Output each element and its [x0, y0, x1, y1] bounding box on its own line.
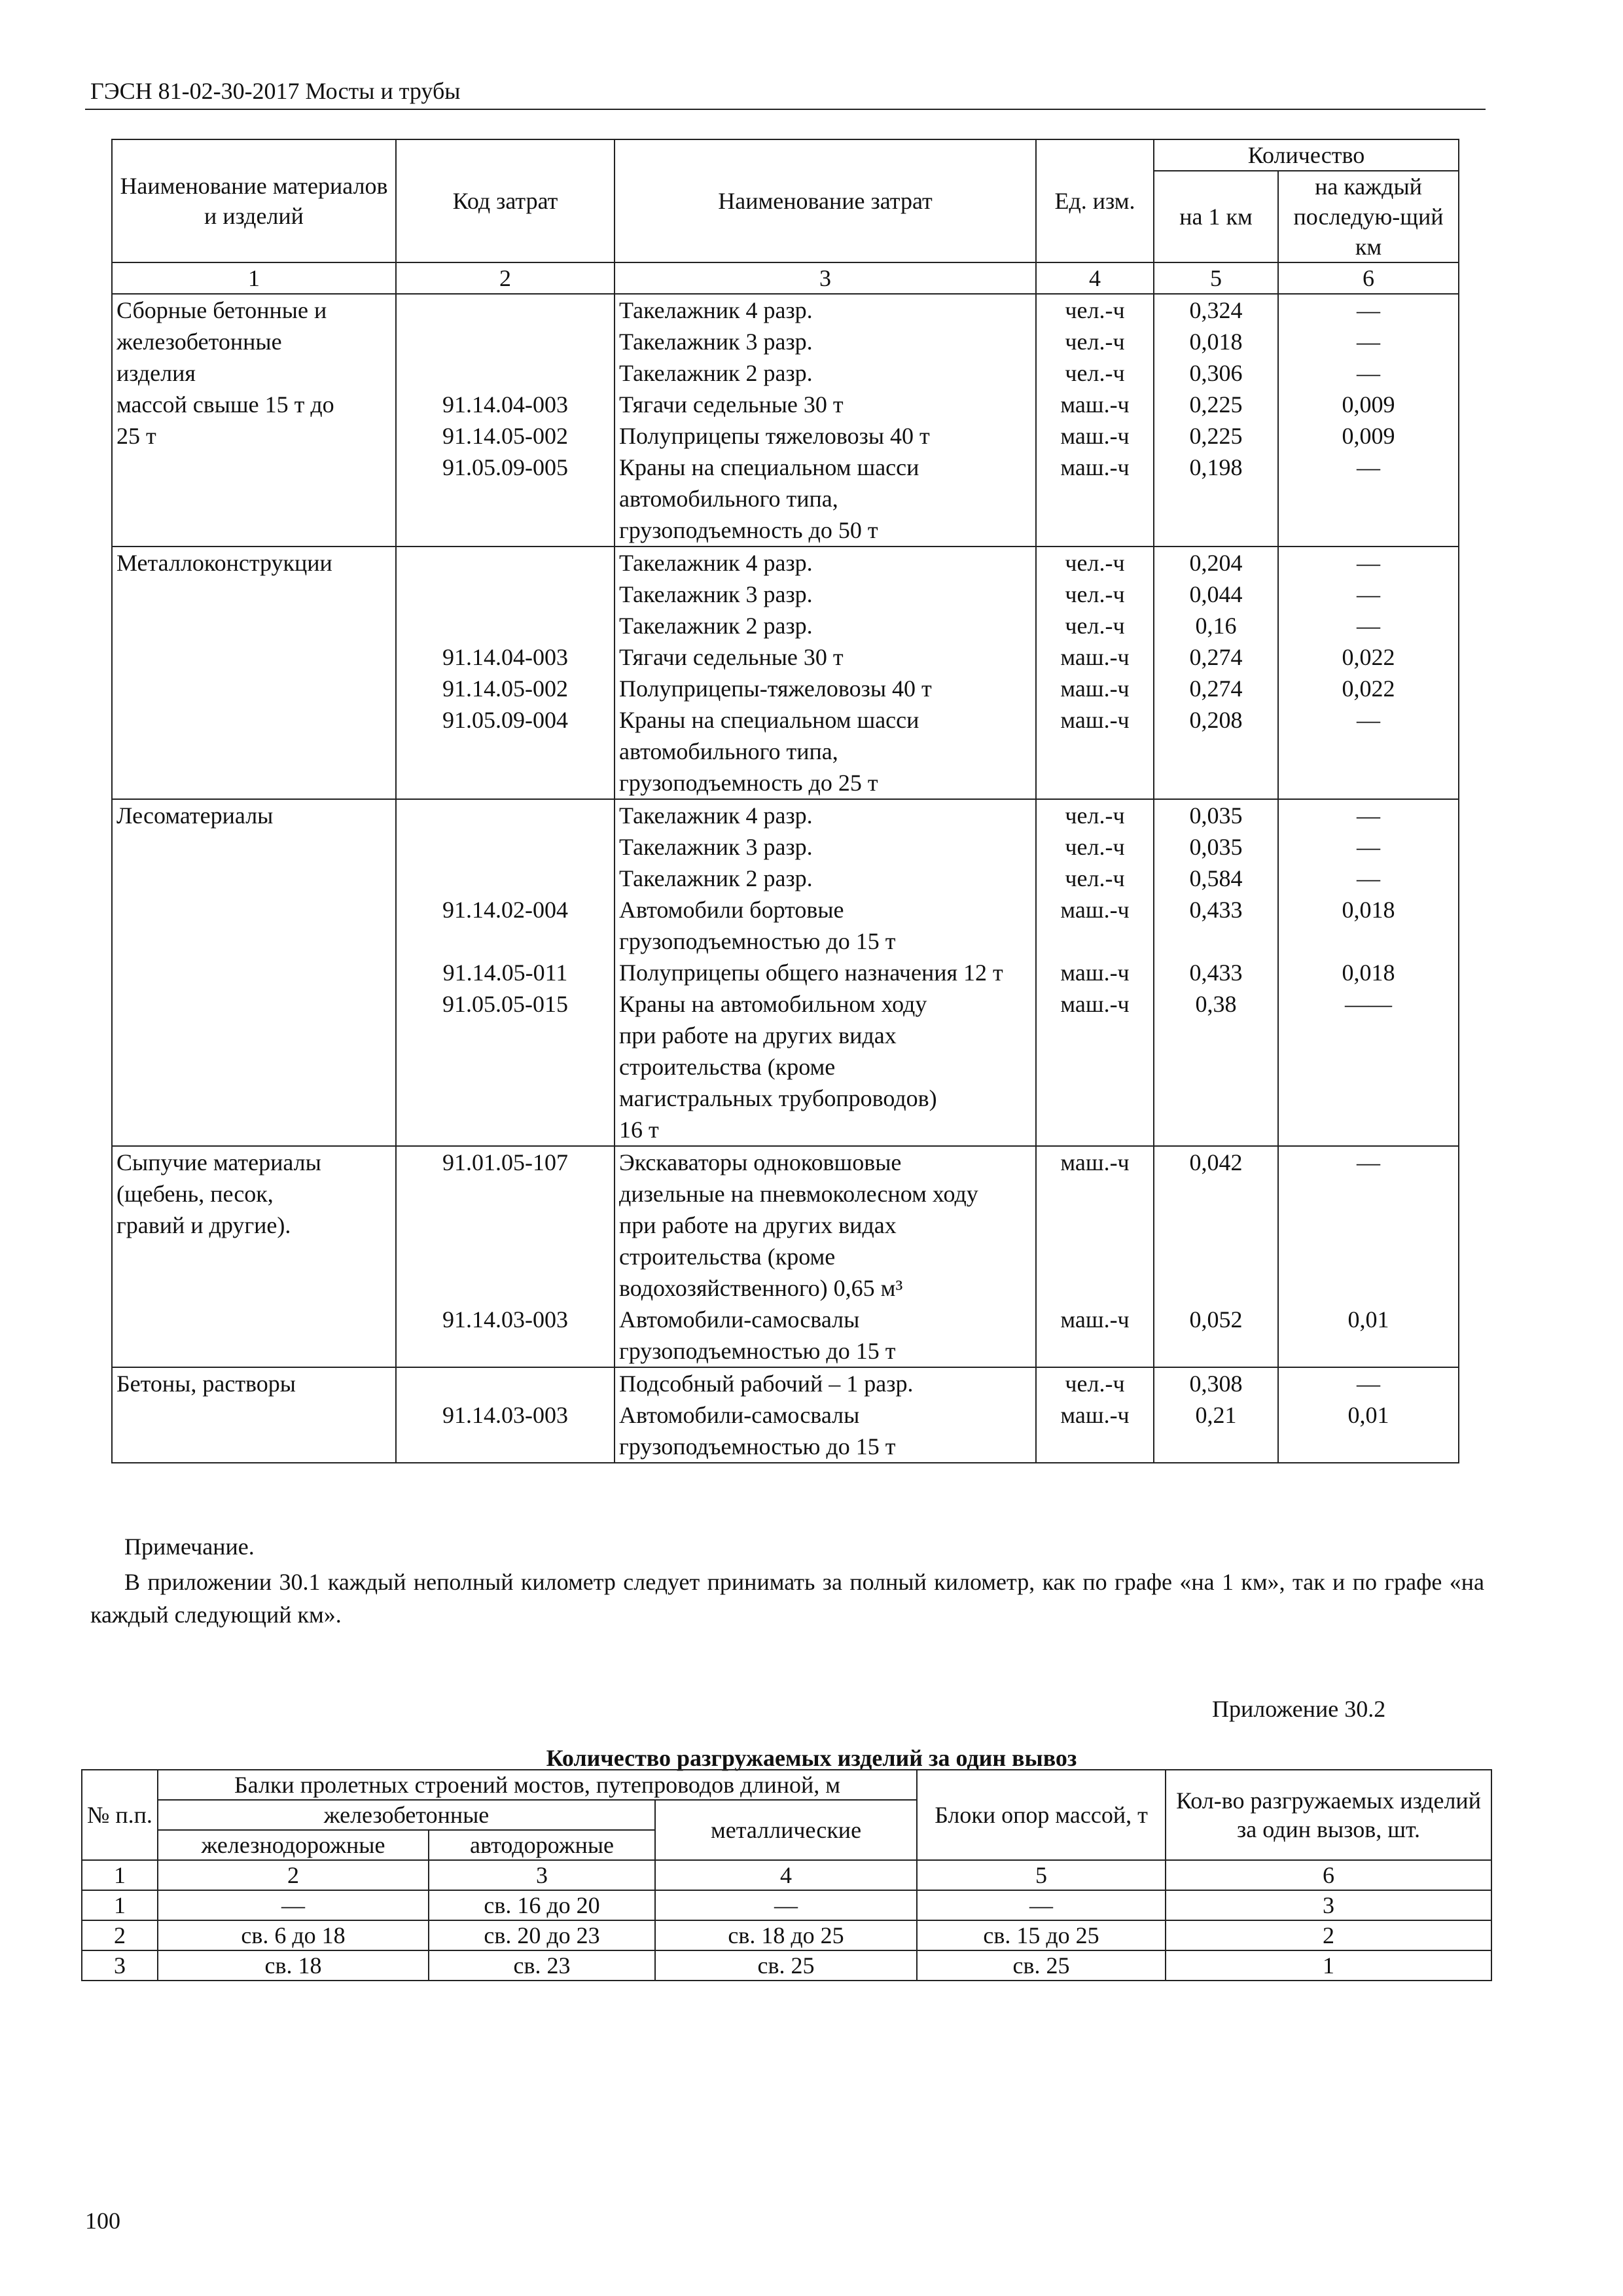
unload-count: 2 [1166, 1920, 1491, 1950]
column-number: 5 [917, 1860, 1166, 1890]
qty-next-km: — [1278, 452, 1459, 547]
qty-first-km: 0,584 [1154, 863, 1278, 894]
qty-first-km: 0,274 [1154, 673, 1278, 704]
unit: чел.-ч [1036, 799, 1154, 831]
header-metal: металлические [655, 1800, 917, 1860]
unit: маш.-ч [1036, 641, 1154, 673]
railway-length: св. 6 до 18 [158, 1920, 429, 1950]
qty-first-km: 0,274 [1154, 641, 1278, 673]
running-header: ГЭСН 81-02-30-2017 Мосты и трубы [90, 78, 461, 104]
cost-code: 91.14.03-003 [396, 1399, 615, 1463]
table-row [112, 547, 1459, 579]
column-number: 3 [615, 262, 1036, 294]
header-per-next-km: на каждый последую-щий км [1278, 171, 1459, 262]
material-name: Металлоконструкции [112, 547, 396, 799]
appendix-label: Приложение 30.2 [1212, 1696, 1386, 1722]
cost-code: 91.14.02-004 [396, 894, 615, 957]
qty-next-km: — [1278, 610, 1459, 641]
cost-name: Такелажник 2 разр. [615, 357, 1036, 389]
table-row [82, 1920, 1491, 1950]
header-per-first-km: на 1 км [1154, 171, 1278, 262]
cost-name: Тягачи седельные 30 т [615, 389, 1036, 420]
column-number: 5 [1154, 262, 1278, 294]
column-number: 6 [1166, 1860, 1491, 1890]
unit: чел.-ч [1036, 1367, 1154, 1399]
qty-next-km: — [1278, 1146, 1459, 1304]
header-materials: Наименование материалов и изделий [112, 139, 396, 262]
cost-code: 91.14.05-002 [396, 420, 615, 452]
cost-name: Экскаваторы одноковшовые дизельные на пневмоколесном ходу при работе на других видах строительства (кроме водохозяйственного) 0,65 м³ [615, 1146, 1036, 1304]
cost-name: Краны на автомобильном ходу при работе на других видах строительства (кроме магистральных трубопроводов) 16 т [615, 988, 1036, 1146]
cost-name: Краны на специальном шасси автомобильного типа, грузоподъемность до 25 т [615, 704, 1036, 799]
column-numbers-row [112, 262, 1459, 294]
cost-name: Такелажник 2 разр. [615, 610, 1036, 641]
table-row [112, 1146, 1459, 1304]
unit: чел.-ч [1036, 579, 1154, 610]
qty-first-km: 0,433 [1154, 957, 1278, 988]
unit: маш.-ч [1036, 957, 1154, 988]
metal-length: св. 25 [655, 1950, 917, 1981]
table-row [112, 294, 1459, 326]
qty-next-km: — [1278, 1367, 1459, 1399]
cost-name: Автомобили бортовые грузоподъемностью до 15 т [615, 894, 1036, 957]
header-unit: Ед. изм. [1036, 139, 1154, 262]
qty-first-km: 0,324 [1154, 294, 1278, 326]
qty-first-km: 0,16 [1154, 610, 1278, 641]
unit: чел.-ч [1036, 831, 1154, 863]
unit: чел.-ч [1036, 547, 1154, 579]
cost-code [396, 831, 615, 863]
page-number: 100 [85, 2208, 120, 2234]
unit: маш.-ч [1036, 1146, 1154, 1304]
transport-costs-table [111, 139, 1459, 1463]
cost-name: Такелажник 3 разр. [615, 326, 1036, 357]
header-unload-count: Кол-во разгружаемых изделий за один вызов, шт. [1166, 1770, 1491, 1860]
cost-code: 91.05.09-005 [396, 452, 615, 547]
block-mass: св. 15 до 25 [917, 1920, 1166, 1950]
road-length: св. 16 до 20 [429, 1890, 655, 1920]
qty-first-km: 0,225 [1154, 389, 1278, 420]
qty-next-km: 0,022 [1278, 673, 1459, 704]
table2-title: Количество разгружаемых изделий за один вывоз [546, 1745, 1077, 1771]
unloading-table [81, 1769, 1492, 1981]
cost-name: Такелажник 2 разр. [615, 863, 1036, 894]
material-name: Бетоны, растворы [112, 1367, 396, 1463]
cost-name: Тягачи седельные 30 т [615, 641, 1036, 673]
qty-first-km: 0,198 [1154, 452, 1278, 547]
railway-length: св. 18 [158, 1950, 429, 1981]
cost-name: Полуприцепы тяжеловозы 40 т [615, 420, 1036, 452]
cost-name: Такелажник 3 разр. [615, 579, 1036, 610]
cost-code [396, 294, 615, 326]
table-row [112, 1367, 1459, 1399]
column-number: 6 [1278, 262, 1459, 294]
road-length: св. 23 [429, 1950, 655, 1981]
header-cost-name: Наименование затрат [615, 139, 1036, 262]
qty-first-km: 0,308 [1154, 1367, 1278, 1399]
qty-next-km: — [1278, 831, 1459, 863]
cost-name: Автомобили-самосвалы грузоподъемностью до 15 т [615, 1399, 1036, 1463]
cost-code: 91.14.04-003 [396, 641, 615, 673]
column-number: 2 [396, 262, 615, 294]
cost-name: Краны на специальном шасси автомобильного типа, грузоподъемность до 50 т [615, 452, 1036, 547]
qty-first-km: 0,042 [1154, 1146, 1278, 1304]
note-title: Примечание. [124, 1534, 255, 1560]
cost-code: 91.01.05-107 [396, 1146, 615, 1304]
note-text: В приложении 30.1 каждый неполный километр следует принимать за полный километр, как по графе «на 1 км», так и по графе «на каждый следующий км». [90, 1569, 1484, 1628]
unload-count: 3 [1166, 1890, 1491, 1920]
header-reinforced-concrete: железобетонные [158, 1800, 655, 1830]
header-railway: железнодорожные [158, 1830, 429, 1860]
qty-first-km: 0,208 [1154, 704, 1278, 799]
cost-code [396, 357, 615, 389]
qty-next-km: — [1278, 294, 1459, 326]
qty-next-km: — [1278, 704, 1459, 799]
qty-next-km: 0,009 [1278, 389, 1459, 420]
table-row [112, 799, 1459, 831]
column-number: 4 [1036, 262, 1154, 294]
qty-next-km: 0,018 [1278, 894, 1459, 957]
qty-first-km: 0,204 [1154, 547, 1278, 579]
unit: чел.-ч [1036, 610, 1154, 641]
qty-next-km: 0,01 [1278, 1304, 1459, 1367]
unit: маш.-ч [1036, 1399, 1154, 1463]
unit: маш.-ч [1036, 452, 1154, 547]
cost-code: 91.14.03-003 [396, 1304, 615, 1367]
unit: маш.-ч [1036, 704, 1154, 799]
qty-first-km: 0,052 [1154, 1304, 1278, 1367]
unit: маш.-ч [1036, 420, 1154, 452]
unit: чел.-ч [1036, 357, 1154, 389]
material-name: Лесоматериалы [112, 799, 396, 1146]
qty-next-km: —— [1278, 988, 1459, 1146]
qty-first-km: 0,21 [1154, 1399, 1278, 1463]
unit: чел.-ч [1036, 326, 1154, 357]
header-row-number: № п.п. [82, 1770, 158, 1860]
table-row [82, 1890, 1491, 1920]
qty-first-km: 0,035 [1154, 831, 1278, 863]
row-number: 2 [82, 1920, 158, 1950]
qty-first-km: 0,225 [1154, 420, 1278, 452]
cost-name: Полуприцепы общего назначения 12 т [615, 957, 1036, 988]
qty-first-km: 0,035 [1154, 799, 1278, 831]
qty-first-km: 0,306 [1154, 357, 1278, 389]
cost-code [396, 1367, 615, 1399]
qty-next-km: — [1278, 799, 1459, 831]
row-number: 3 [82, 1950, 158, 1981]
cost-code [396, 863, 615, 894]
qty-next-km: — [1278, 357, 1459, 389]
header-beams: Балки пролетных строений мостов, путепроводов длиной, м [158, 1770, 917, 1800]
unit: чел.-ч [1036, 294, 1154, 326]
qty-next-km: — [1278, 547, 1459, 579]
cost-name: Подсобный рабочий – 1 разр. [615, 1367, 1036, 1399]
cost-code: 91.14.05-011 [396, 957, 615, 988]
railway-length: — [158, 1890, 429, 1920]
qty-first-km: 0,433 [1154, 894, 1278, 957]
qty-next-km: — [1278, 863, 1459, 894]
qty-next-km: 0,022 [1278, 641, 1459, 673]
unit: маш.-ч [1036, 894, 1154, 957]
cost-code [396, 799, 615, 831]
unit: маш.-ч [1036, 1304, 1154, 1367]
unit: маш.-ч [1036, 988, 1154, 1146]
qty-first-km: 0,044 [1154, 579, 1278, 610]
cost-name: Такелажник 3 разр. [615, 831, 1036, 863]
cost-code [396, 547, 615, 579]
header-road: автодорожные [429, 1830, 655, 1860]
unit: маш.-ч [1036, 673, 1154, 704]
cost-code: 91.05.09-004 [396, 704, 615, 799]
column-number: 4 [655, 1860, 917, 1890]
cost-name: Такелажник 4 разр. [615, 547, 1036, 579]
cost-code: 91.14.05-002 [396, 673, 615, 704]
row-number: 1 [82, 1890, 158, 1920]
column-number: 1 [82, 1860, 158, 1890]
header-quantity: Количество [1154, 139, 1459, 171]
qty-next-km: 0,018 [1278, 957, 1459, 988]
header-cost-code: Код затрат [396, 139, 615, 262]
unit: маш.-ч [1036, 389, 1154, 420]
cost-code: 91.05.05-015 [396, 988, 615, 1146]
block-mass: св. 25 [917, 1950, 1166, 1981]
cost-code [396, 326, 615, 357]
material-name: Сборные бетонные и железобетонные изделия массой свыше 15 т до 25 т [112, 294, 396, 547]
cost-code [396, 610, 615, 641]
cost-name: Такелажник 4 разр. [615, 799, 1036, 831]
qty-next-km: 0,009 [1278, 420, 1459, 452]
column-number: 3 [429, 1860, 655, 1890]
road-length: св. 20 до 23 [429, 1920, 655, 1950]
qty-next-km: — [1278, 326, 1459, 357]
material-name: Сыпучие материалы (щебень, песок, гравий и другие). [112, 1146, 396, 1367]
table-row [82, 1950, 1491, 1981]
qty-first-km: 0,38 [1154, 988, 1278, 1146]
column-number: 1 [112, 262, 396, 294]
header-divider [85, 109, 1486, 110]
qty-next-km: 0,01 [1278, 1399, 1459, 1463]
header-blocks: Блоки опор массой, т [917, 1770, 1166, 1860]
column-numbers-row [82, 1860, 1491, 1890]
cost-code [396, 579, 615, 610]
column-number: 2 [158, 1860, 429, 1890]
cost-name: Полуприцепы-тяжеловозы 40 т [615, 673, 1036, 704]
unit: чел.-ч [1036, 863, 1154, 894]
cost-name: Такелажник 4 разр. [615, 294, 1036, 326]
unload-count: 1 [1166, 1950, 1491, 1981]
metal-length: св. 18 до 25 [655, 1920, 917, 1950]
cost-name: Автомобили-самосвалы грузоподъемностью до 15 т [615, 1304, 1036, 1367]
block-mass: — [917, 1890, 1166, 1920]
metal-length: — [655, 1890, 917, 1920]
cost-code: 91.14.04-003 [396, 389, 615, 420]
qty-first-km: 0,018 [1154, 326, 1278, 357]
qty-next-km: — [1278, 579, 1459, 610]
